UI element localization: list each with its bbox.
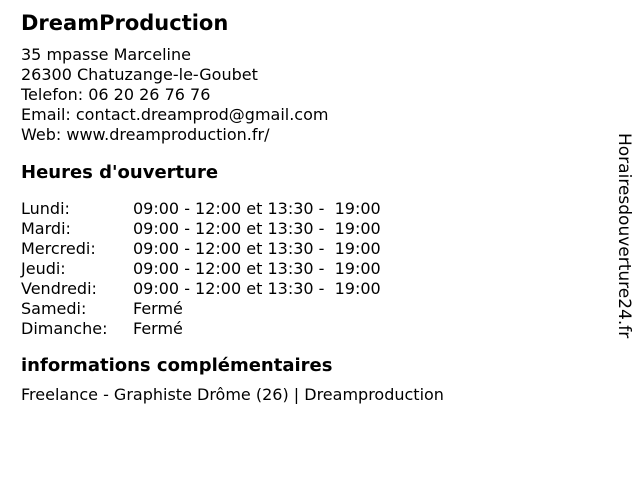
hours-time-value: 09:00 - 12:00 et 13:30 - 19:00 (133, 259, 381, 278)
address-line-1: 35 mpasse Marceline (21, 45, 191, 64)
email-value: contact.dreamprod@gmail.com (75, 105, 329, 124)
hours-time-value: 09:00 - 12:00 et 13:30 - 19:00 (133, 199, 381, 218)
page-title: DreamProduction (21, 11, 229, 35)
additional-info-text: Freelance - Graphiste Drôme (26) | Dreamproduction (21, 385, 444, 404)
hours-row (21, 199, 600, 219)
hours-row (21, 319, 600, 339)
opening-hours-table (21, 199, 600, 339)
hours-day-label: Jeudi: (21, 259, 66, 278)
hours-day-label: Dimanche: (21, 319, 108, 338)
phone-value: 06 20 26 76 76 (88, 85, 211, 104)
hours-time-value: 09:00 - 12:00 et 13:30 - 19:00 (133, 279, 381, 298)
business-listing (21, 10, 600, 405)
contact-block (21, 45, 600, 145)
hours-day-label: Vendredi: (21, 279, 97, 298)
hours-row (21, 239, 600, 259)
hours-day-label: Samedi: (21, 299, 87, 318)
hours-time-value: 09:00 - 12:00 et 13:30 - 19:00 (133, 219, 381, 238)
additional-info-heading: informations complémentaires (21, 355, 333, 376)
watermark-vertical-text: Horairesdouverture24.fr (614, 133, 634, 339)
web-value: www.dreamproduction.fr/ (66, 125, 270, 144)
address-line-2: 26300 Chatuzange-le-Goubet (21, 65, 258, 84)
hours-time-value: Fermé (133, 299, 183, 318)
web-line (21, 125, 600, 145)
hours-day-label: Lundi: (21, 199, 70, 218)
web-label: Web: (21, 125, 62, 144)
phone-label: Telefon: (21, 85, 84, 104)
email-label: Email: (21, 105, 71, 124)
hours-time-value: Fermé (133, 319, 183, 338)
hours-day-label: Mercredi: (21, 239, 96, 258)
email-line (21, 105, 600, 125)
hours-row (21, 259, 600, 279)
hours-time-value: 09:00 - 12:00 et 13:30 - 19:00 (133, 239, 381, 258)
phone-line (21, 85, 600, 105)
hours-day-label: Mardi: (21, 219, 71, 238)
hours-row (21, 299, 600, 319)
hours-row (21, 219, 600, 239)
hours-row (21, 279, 600, 299)
opening-hours-heading: Heures d'ouverture (21, 162, 219, 183)
